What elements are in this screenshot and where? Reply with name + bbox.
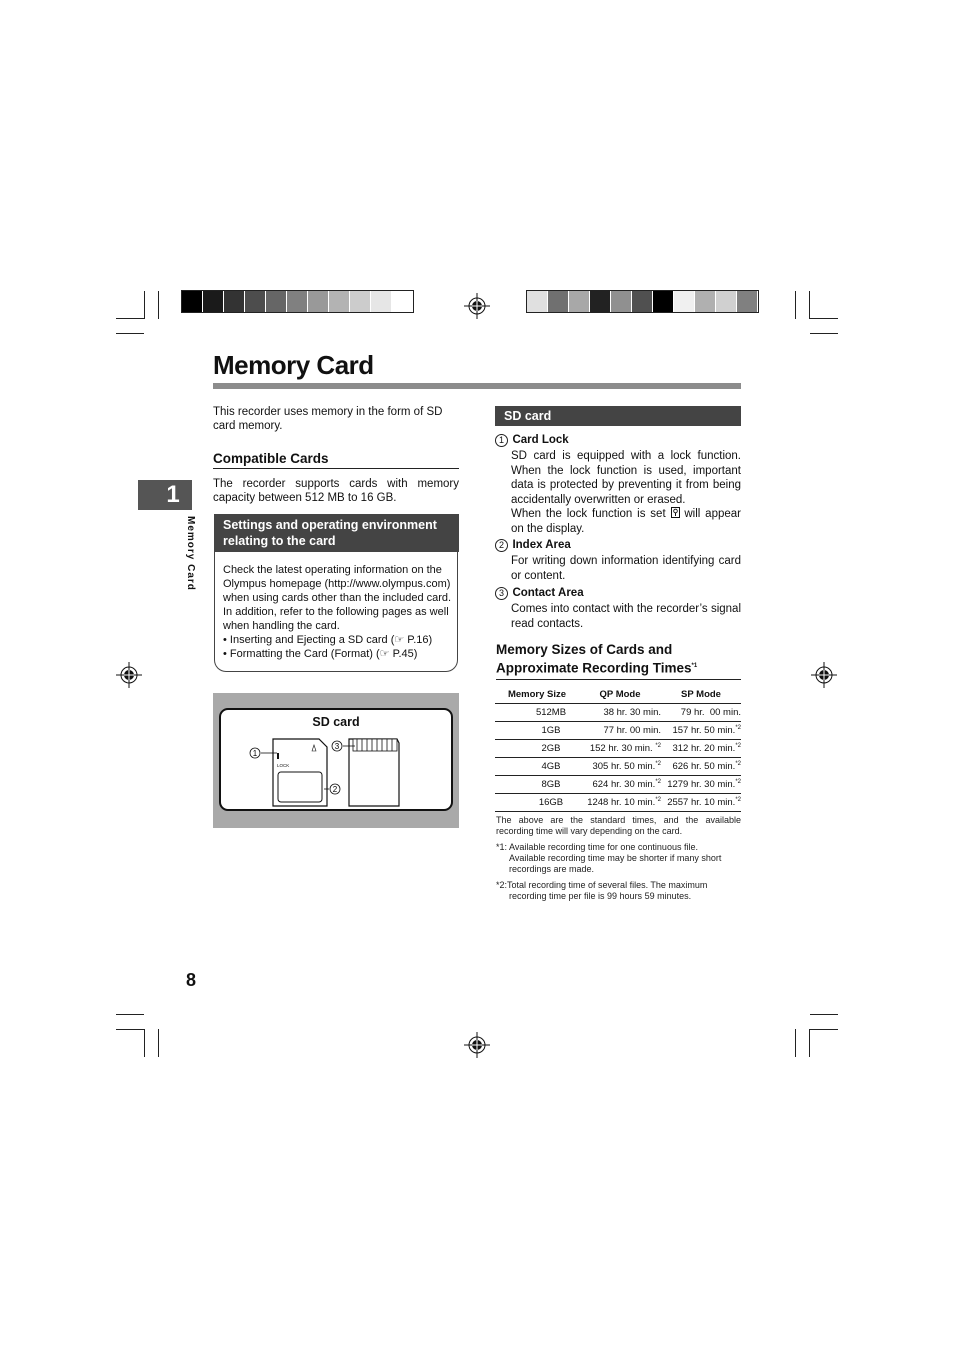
color-swatch [569,291,590,312]
crop-mark [795,291,796,319]
crop-mark [158,291,159,319]
crop-mark [116,318,144,319]
color-swatch [674,291,695,312]
color-swatch [695,291,716,312]
sd-item-index-area [495,535,741,583]
chapter-tab: 1 [138,480,192,510]
item-text: SD card is equipped with a lock function. When the lock function is used, important data is protected by preventing it from being accidentally overwritten or erased. [511,450,741,506]
sd-card-figure-label: SD card [312,715,360,729]
lock-text: LOCK [277,763,290,768]
settings-box-text: Check the latest operating information on the Olympus homepage (http://www.olympus.com) when using cards other than the included card. In addition, refer to the following pages as well when handling the card. [223,564,452,632]
color-swatch [182,291,203,312]
crop-mark [795,1029,796,1057]
svg-text:3: 3 [334,742,340,751]
color-swatch [737,291,758,312]
crop-mark [809,291,810,319]
crop-mark [116,1014,144,1015]
registration-mark-icon [116,662,142,688]
item-number-badge: 2 [495,539,508,552]
crop-mark [810,1014,838,1015]
table-row: 4GB 305 hr. 50 min.$^{*2}$ 626 hr. 50 min.$^{*2}$ [495,758,741,776]
color-swatch [329,291,350,312]
registration-mark-icon [811,662,837,688]
settings-bullet-inserting: • Inserting and Ejecting a SD card (☞ P.16) [223,634,433,646]
crop-mark [810,318,838,319]
item-text: Comes into contact with the recorder’s signal read contacts. [511,603,741,630]
color-swatch [350,291,371,312]
col-sp-mode: SP Mode [661,686,741,704]
color-swatch [548,291,569,312]
item-title: Contact Area [512,587,584,599]
color-swatch [611,291,632,312]
color-swatch [203,291,224,312]
item-number-badge: 3 [495,587,508,600]
color-swatch [716,291,737,312]
sd-card-heading: SD card [495,406,741,426]
crop-mark [809,1029,810,1057]
crop-mark [158,1029,159,1057]
color-swatch [653,291,674,312]
color-swatch [224,291,245,312]
table-row: 512MB 38 hr. 30 min. 79 hr. 00 min. [495,704,741,722]
crop-mark [116,1029,144,1030]
color-swatch [245,291,266,312]
color-swatch [287,291,308,312]
table-row: 16GB 1248 hr. 10 min.$^{*2}$ 2557 hr. 10 min.$^{*2}$ [495,794,741,812]
item-title: Index Area [512,539,571,551]
memory-sizes-heading: Memory Sizes of Cards and Approximate Recording Times$^{*1}$ [496,641,741,680]
page-title: Memory Card [213,350,374,380]
compatible-cards-text: The recorder supports cards with memory capacity between 512 MB to 16 GB. [213,478,459,504]
figure-marker-1 [250,748,260,758]
item-text-2: When the lock function is set will appear on the display. [511,508,741,535]
color-swatch [392,291,413,312]
chapter-side-label: Memory Card [185,516,196,591]
table-row: 8GB 624 hr. 30 min.$^{*2}$ 1279 hr. 30 min.$^{*2}$ [495,776,741,794]
color-swatch-strip-right [526,290,759,313]
item-title: Card Lock [512,434,569,446]
settings-box-body [223,563,453,661]
title-rule [213,383,741,389]
crop-mark [144,1029,145,1057]
figure-marker-2 [330,784,340,794]
settings-box-heading: Settings and operating environment relating to the card [214,514,459,552]
lock-icon [671,507,680,518]
crop-mark [810,1029,838,1030]
footnote-2: *2:Total recording time of several files. The maximum recording time per file is 99 hours 59 minutes. [496,880,708,901]
color-swatch [632,291,653,312]
color-swatch [308,291,329,312]
page-number: 8 [186,970,197,990]
crop-mark [810,333,838,334]
color-swatch [266,291,287,312]
svg-text:1: 1 [252,749,258,758]
table-row: 2GB 152 hr. 30 min. $^{*2}$ 312 hr. 20 min.$^{*2}$ [495,740,741,758]
svg-text:2: 2 [332,785,338,794]
sd-item-contact-area [495,583,741,631]
col-memory-size: Memory Size [495,686,579,704]
table-header-row [495,686,741,704]
sd-card-illustration [244,735,409,807]
crop-mark [144,291,145,319]
compatible-cards-heading: Compatible Cards [213,451,459,469]
color-swatch [527,291,548,312]
intro-text: This recorder uses memory in the form of SD card memory. [213,406,443,432]
footnote-1: *1: Available recording time for one continuous file. Available recording time may be shorter if many short recordings are made. [496,842,722,874]
color-swatch [590,291,611,312]
item-number-badge: 1 [495,434,508,447]
item-text: For writing down information identifying card or content. [511,555,741,582]
col-qp-mode: QP Mode [579,686,661,704]
sd-item-card-lock [495,430,741,536]
memory-sizes-table [495,686,741,812]
table-note: The above are the standard times, and the available recording time will vary depending on the card. [496,815,741,836]
color-swatch [371,291,392,312]
registration-mark-icon [464,293,490,319]
color-swatch-strip-left [181,290,414,313]
table-row: 1GB 77 hr. 00 min. 157 hr. 50 min.$^{*2}$ [495,722,741,740]
figure-marker-3 [332,741,342,751]
settings-bullet-formatting: • Formatting the Card (Format) (☞ P.45) [223,648,418,660]
crop-mark [116,333,144,334]
registration-mark-icon [464,1032,490,1058]
